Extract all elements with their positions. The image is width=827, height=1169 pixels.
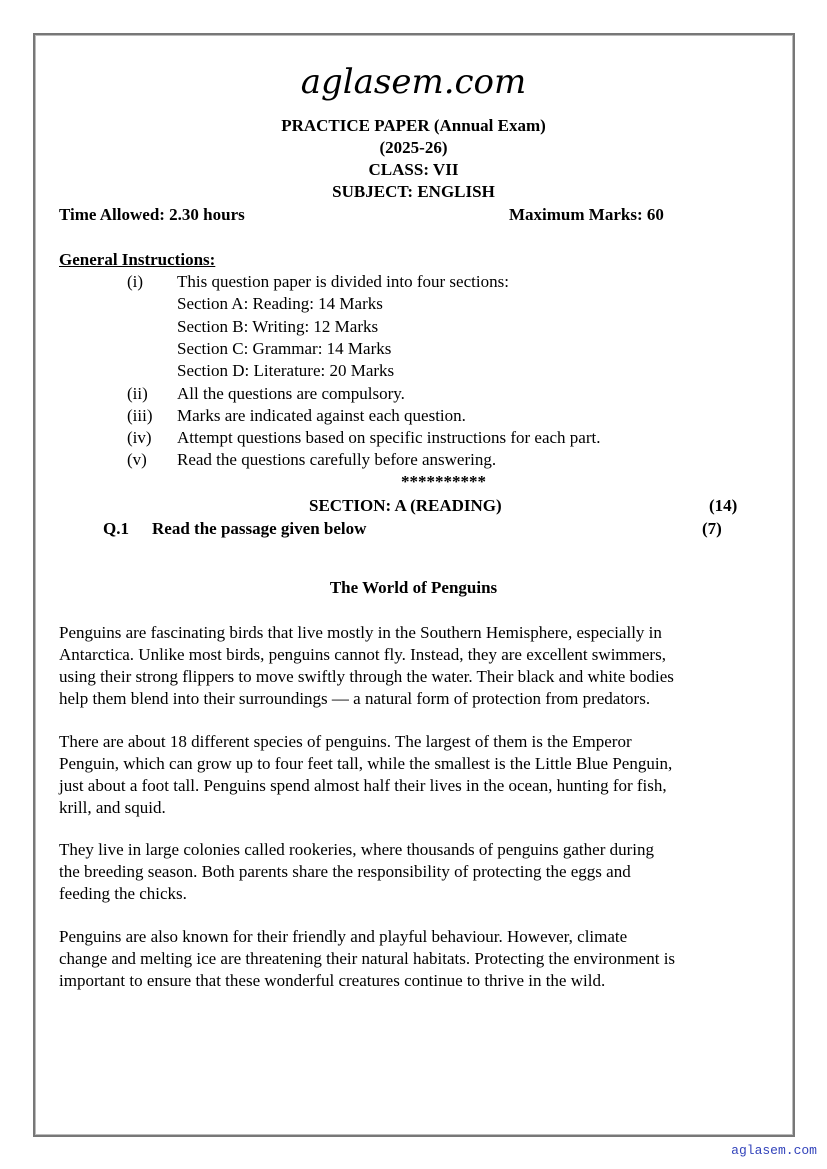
instruction-text: All the questions are compulsory. <box>177 383 405 403</box>
passage-line: krill, and squid. <box>59 798 166 817</box>
instruction-number: (v) <box>127 450 147 470</box>
section-title: SECTION: A (READING) <box>309 496 502 515</box>
passage-paragraph <box>59 839 654 905</box>
instruction-text: Section C: Grammar: 14 Marks <box>177 338 392 358</box>
passage-line: important to ensure that these wonderful creatures continue to thrive in the wild. <box>59 971 606 990</box>
instruction-text: Section B: Writing: 12 Marks <box>177 316 379 336</box>
passage-line: change and melting ice are threatening their natural habitats. Protecting the environment is <box>59 949 676 968</box>
passage-paragraph <box>59 926 675 992</box>
instruction-number: (iii) <box>127 405 153 425</box>
passage-line: using their strong flippers to move swiftly through the water. Their black and white bodies <box>59 667 674 686</box>
passage-title: The World of Penguins <box>329 578 498 597</box>
separator: ********** <box>401 472 486 491</box>
passage-paragraph <box>59 731 672 819</box>
passage-line: They live in large colonies called rookeries, where thousands of penguins gather during <box>59 840 654 859</box>
class: CLASS: VII <box>368 160 459 179</box>
instruction-text: Attempt questions based on specific instructions for each part. <box>177 428 601 448</box>
instruction-number: (i) <box>127 272 144 291</box>
passage-line: help them blend into their surroundings — a natural form of protection from predators. <box>59 689 651 708</box>
instruction-text: This question paper is divided into four sections: <box>177 272 509 291</box>
aglasem-logo: aglasem.com <box>300 62 527 102</box>
passage-line: Penguins are fascinating birds that live mostly in the Southern Hemisphere, especially in <box>59 623 662 642</box>
passage-line: Penguins are also known for their friendly and playful behaviour. However, climate <box>59 927 628 946</box>
instruction-number: (iv) <box>127 428 152 448</box>
question-marks: (7) <box>702 519 722 538</box>
instruction-text: Read the questions carefully before answering. <box>177 450 497 470</box>
passage-line: There are about 18 different species of penguins. The largest of them is the Emperor <box>59 732 632 751</box>
instruction-text: Section A: Reading: 14 Marks <box>177 294 383 314</box>
time-allowed: Time Allowed: 2.30 hours <box>59 205 245 224</box>
paper-title: PRACTICE PAPER (Annual Exam) <box>281 116 546 135</box>
section-marks: (14) <box>709 496 738 515</box>
maximum-marks: Maximum Marks: 60 <box>509 205 664 224</box>
session: (2025-26) <box>379 138 448 157</box>
instruction-text: Marks are indicated against each question. <box>177 405 466 425</box>
passage-line: feeding the chicks. <box>59 884 187 903</box>
subject: SUBJECT: ENGLISH <box>332 182 495 201</box>
passage-line: Penguin, which can grow up to four feet tall, while the smallest is the Little Blue Penguin, <box>59 754 673 773</box>
footer-link[interactable]: aglasem.com <box>731 1143 817 1158</box>
passage-line: just about a foot tall. Penguins spend almost half their lives in the ocean, hunting for fish, <box>59 776 667 795</box>
instruction-text: Section D: Literature: 20 Marks <box>177 361 395 381</box>
question-text: Read the passage given below <box>152 519 367 538</box>
instruction-number: (ii) <box>127 383 148 403</box>
passage-line: Antarctica. Unlike most birds, penguins cannot fly. Instead, they are excellent swimmers, <box>59 645 666 664</box>
instructions-heading: General Instructions: <box>59 250 216 269</box>
passage-line: the breeding season. Both parents share the responsibility of protecting the eggs and <box>59 862 631 881</box>
question-number: Q.1 <box>103 519 129 538</box>
passage-paragraph <box>59 622 674 710</box>
